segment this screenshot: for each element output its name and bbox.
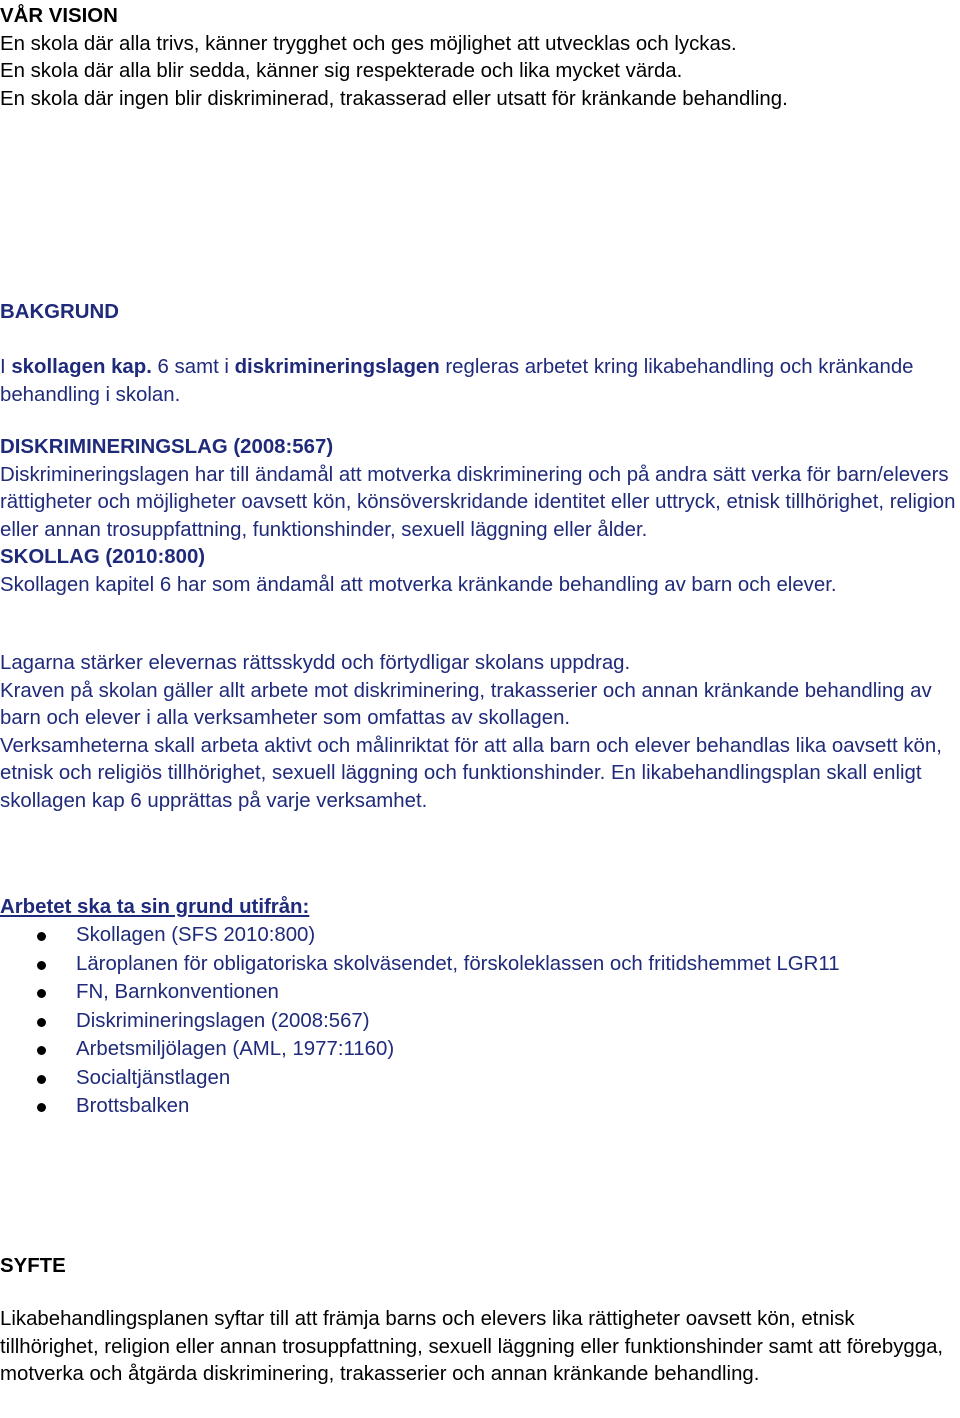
intro-diskrimineringslagen: diskrimineringslagen: [234, 356, 440, 378]
bullet-icon: [37, 989, 46, 998]
syfte-text: Likabehandlingsplanen syftar till att främja barns och elevers lika rättigheter oavsett kön, etnisk tillhörighet, religion eller annan trosuppfattning, sexuell läggning eller funktionshinder samt att förebygga, motverka och åtgärda diskriminering, trakasserier och annan kränkande behandling.: [0, 1308, 944, 1385]
list-item: [0, 1008, 958, 1037]
lagarna-line-2: Kraven på skolan gäller allt arbete mot diskriminering, trakasserier och annan kränkande behandling av barn och elever i alla verksamheter som omfattas av skollagen.: [0, 679, 932, 729]
list-item: [0, 1093, 958, 1122]
vision-section: [0, 3, 958, 113]
list-item: [0, 1065, 958, 1094]
syfte-section: [0, 1253, 958, 1281]
vision-line-1: En skola där alla trivs, känner trygghet och ges möjlighet att utvecklas och lyckas.: [0, 32, 737, 55]
list-item-text: Diskrimineringslagen (2008:567): [76, 1009, 370, 1032]
bullet-icon: [37, 1103, 46, 1112]
vision-line-2: En skola där alla blir sedda, känner sig respekterade och lika mycket värda.: [0, 60, 683, 82]
grund-section: [0, 894, 958, 922]
bakgrund-intro-text: [0, 354, 958, 409]
diskriminering-text: Diskrimineringslagen har till ändamål att motverka diskriminering och på andra sätt verka för barn/elevers rättigheter och möjligheter oavsett kön, könsöverskridande identitet eller uttryck, etnisk tillhörighet, religion eller annan trosuppfattning, funktionshinder, sexuell läggning eller ålder.: [0, 463, 956, 541]
list-item-text: FN, Barnkonventionen: [76, 981, 279, 1003]
diskriminering-section: [0, 434, 958, 599]
list-item-text: Socialtjänstlagen: [76, 1066, 231, 1089]
grund-list-wrap: [0, 922, 958, 1122]
bakgrund-section: [0, 299, 958, 327]
grund-list: [0, 922, 958, 1122]
diskriminering-heading: DISKRIMINERINGSLAG (2008:567): [0, 436, 334, 458]
vision-heading: VÅR VISION: [0, 5, 118, 27]
bakgrund-intro: [0, 354, 958, 409]
grund-heading: Arbetet ska ta sin grund utifrån:: [0, 896, 310, 918]
skollag-heading: SKOLLAG (2010:800): [0, 546, 206, 568]
bullet-icon: [37, 1018, 46, 1027]
intro-mid: 6 samt i: [151, 356, 235, 378]
bullet-icon: [37, 1075, 46, 1084]
syfte-heading: SYFTE: [0, 1255, 66, 1277]
lagarna-line-1: Lagarna stärker elevernas rättsskydd och förtydligar skolans uppdrag.: [0, 652, 631, 674]
skollag-text: Skollagen kapitel 6 har som ändamål att motverka kränkande behandling av barn och elever.: [0, 573, 837, 596]
list-item-text: Arbetsmiljölagen (AML, 1977:1160): [76, 1038, 395, 1060]
vision-line-3: En skola där ingen blir diskriminerad, trakasserad eller utsatt för kränkande behandling.: [0, 87, 788, 110]
intro-prefix: I: [0, 356, 12, 378]
lagarna-line-3: Verksamheterna skall arbeta aktivt och målinriktat för att alla barn och elever behandlas lika oavsett kön, etnisk och religiös tillhörighet, sexuell läggning och funktionshinder. En likabehandlingsplan skall enligt skollagen kap 6 upprättas på varje verksamhet.: [0, 734, 942, 812]
list-item: [0, 951, 958, 980]
bullet-icon: [37, 932, 46, 941]
intro-skollagen: skollagen kap.: [11, 356, 152, 378]
bullet-icon: [37, 961, 46, 970]
syfte-body: [0, 1306, 958, 1389]
list-item-text: Brottsbalken: [76, 1095, 190, 1117]
intro-suffix: regleras arbetet kring likabehandling och kränkande behandling i skolan.: [0, 356, 914, 406]
bullet-icon: [37, 1046, 46, 1055]
list-item-text: Skollagen (SFS 2010:800): [76, 924, 316, 946]
bakgrund-heading: BAKGRUND: [0, 301, 119, 323]
lagarna-section: [0, 650, 958, 815]
list-item: [0, 1036, 958, 1065]
list-item: [0, 922, 958, 951]
list-item: [0, 979, 958, 1008]
list-item-text: Läroplanen för obligatoriska skolväsendet, förskoleklassen och fritidshemmet LGR11: [76, 952, 840, 975]
